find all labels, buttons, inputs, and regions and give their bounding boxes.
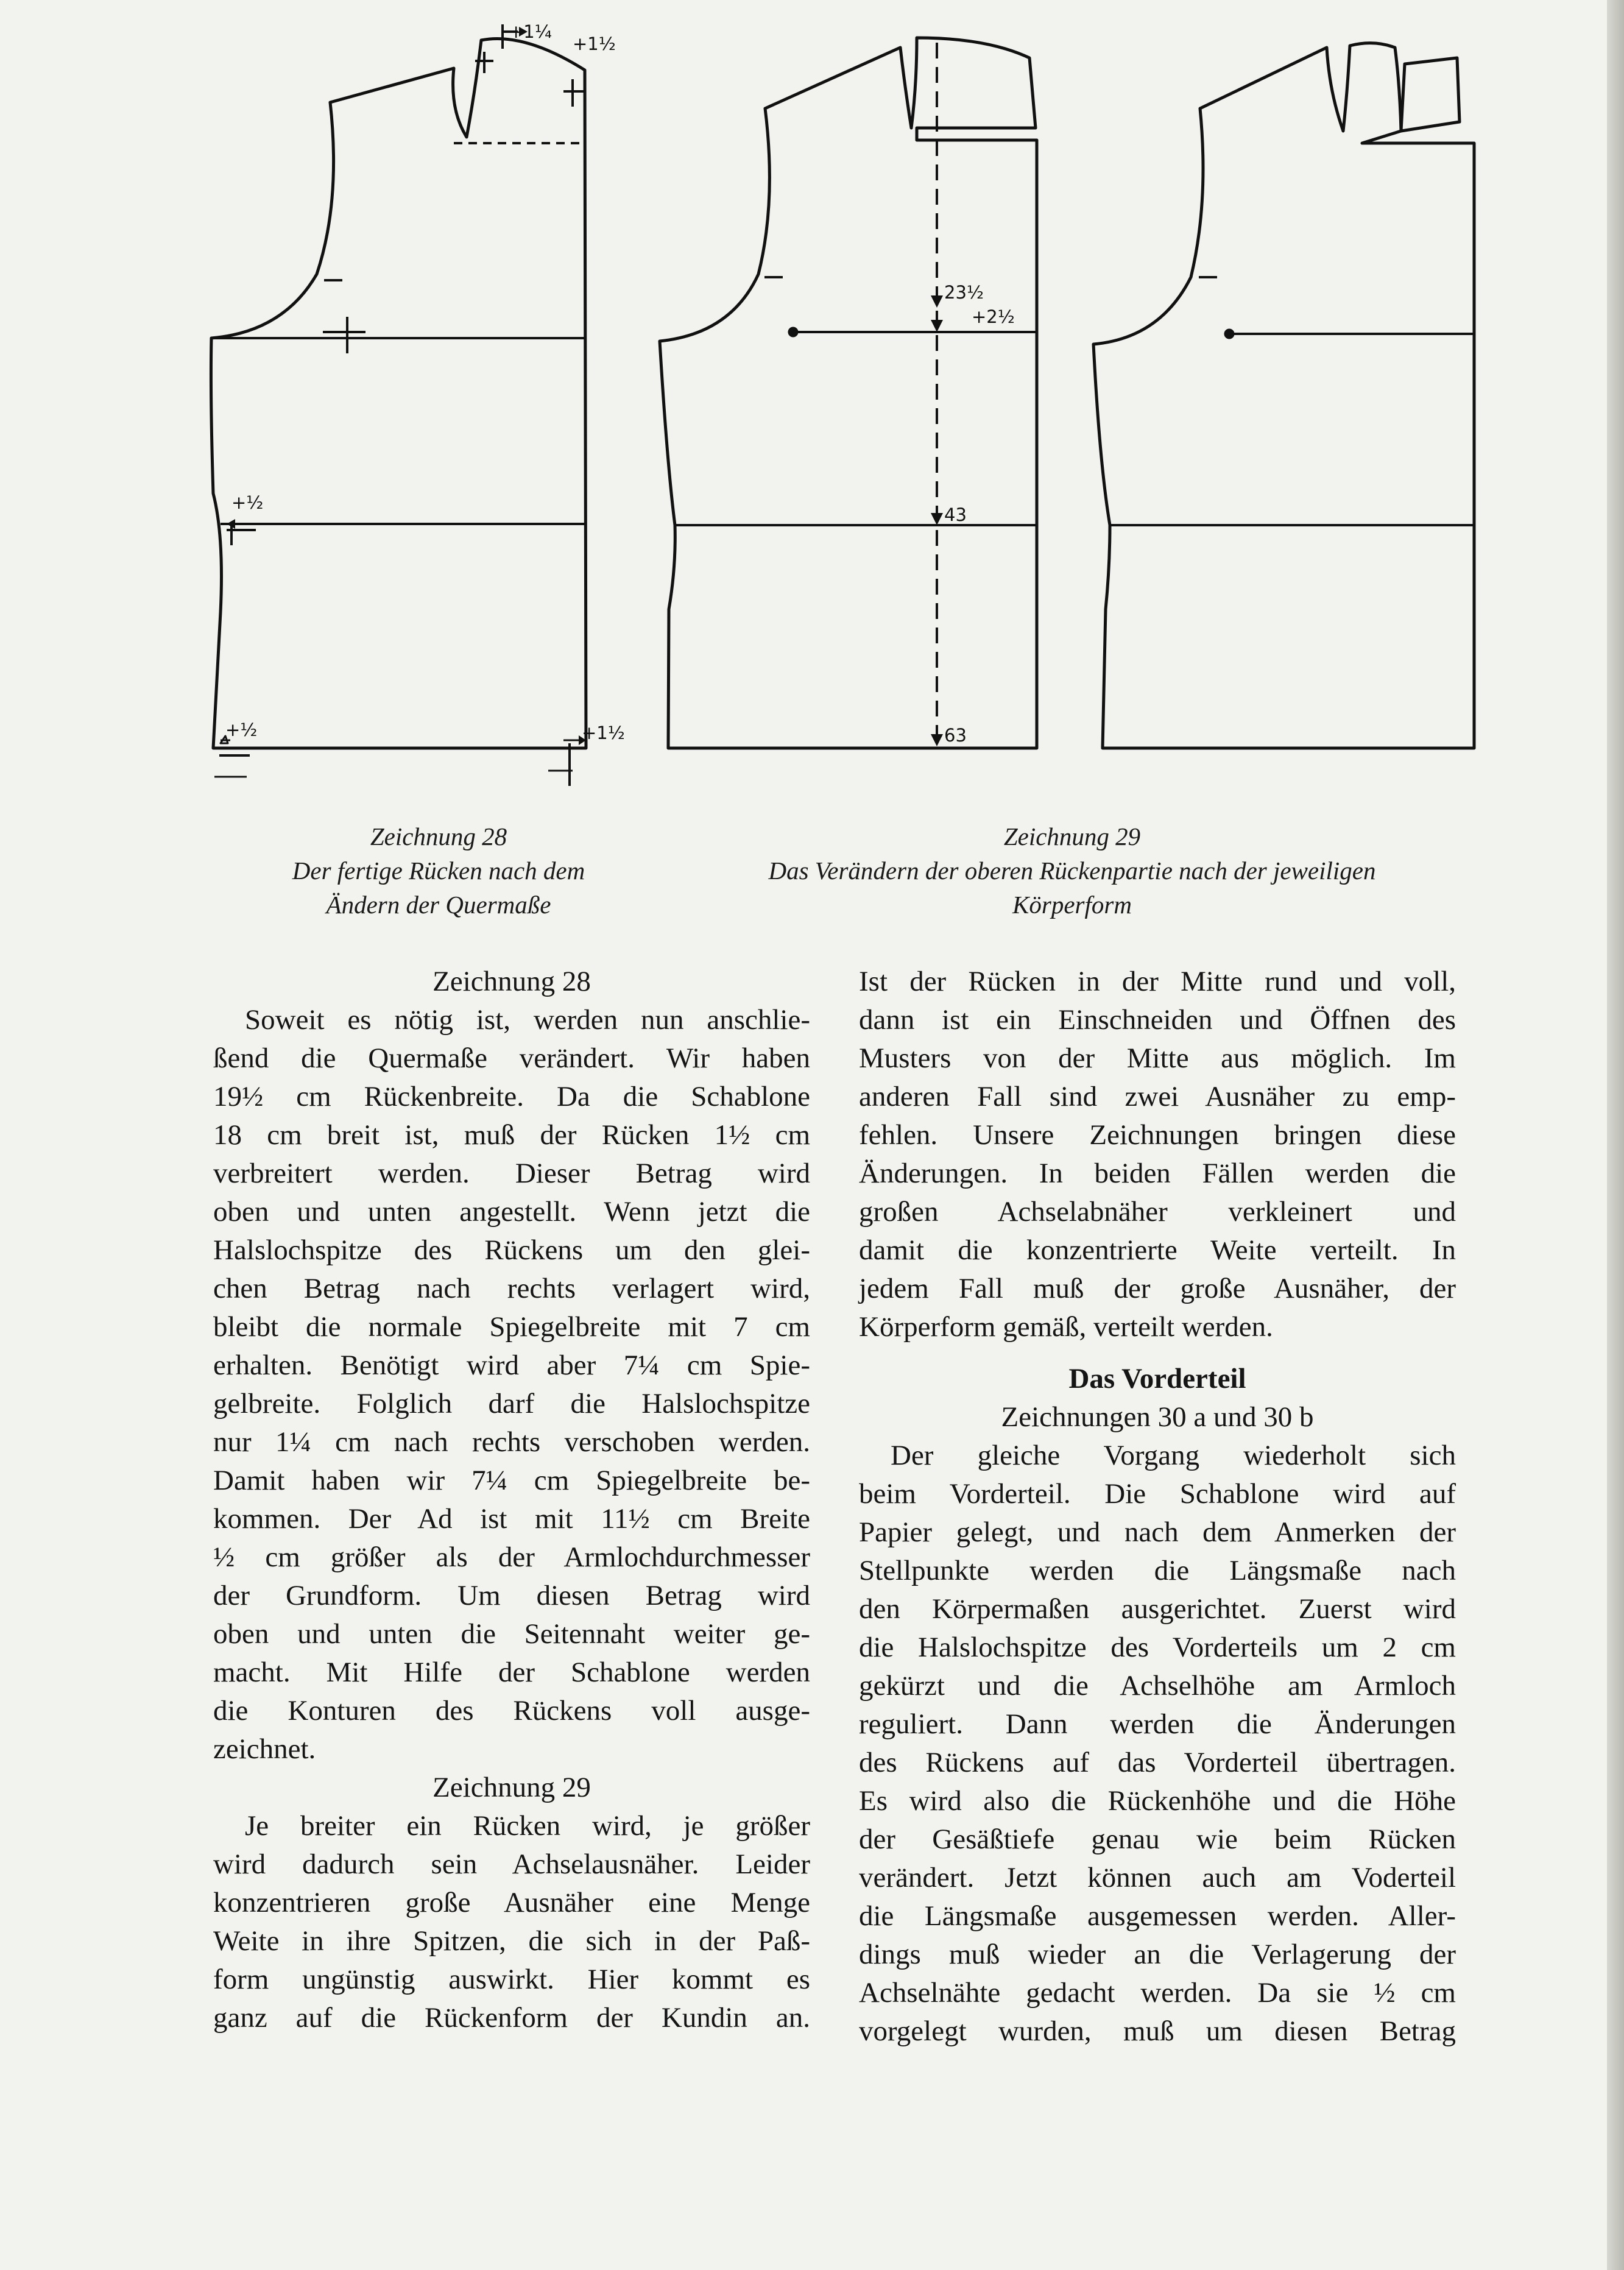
text-line: dings muß wieder an die Verlagerung der [859, 1939, 1456, 1970]
text-line: erhalten. Benötigt wird aber 7¼ cm Spie- [213, 1349, 810, 1381]
paragraph-zeichnung-28 [213, 1001, 810, 1769]
text-line: beim Vorderteil. Die Schablone wird auf [859, 1478, 1456, 1510]
text-line: Körperform gemäß, verteilt werden. [859, 1311, 1273, 1343]
fig28-label-bottom-left: +½ [225, 720, 258, 740]
text-line: oben und unten die Seitennaht weiter ge- [213, 1618, 810, 1650]
heading-zeichnung-29: Zeichnung 29 [432, 1772, 591, 1803]
text-line: den Körpermaßen ausgerichtet. Zuerst wird [859, 1593, 1456, 1625]
text-line: Damit haben wir 7¼ cm Spiegelbreite be- [213, 1465, 810, 1496]
heading-das-vorderteil: Das Vorderteil [1068, 1363, 1246, 1395]
paragraph-ruecken-mitte [859, 963, 1456, 1346]
caption-fig28-title: Zeichnung 28 [370, 822, 507, 850]
text-line: Stellpunkte werden die Längsmaße nach [859, 1555, 1456, 1586]
heading-zeichnung-28: Zeichnung 28 [432, 966, 591, 997]
text-line: reguliert. Dann werden die Änderungen [859, 1708, 1456, 1740]
text-line: kommen. Der Ad ist mit 11½ cm Breite [213, 1503, 810, 1535]
text-line: ganz auf die Rückenform der Kundin an. [213, 2002, 810, 2034]
text-line: großen Achselabnäher verkleinert und [859, 1196, 1456, 1228]
caption-fig28-line2: Ändern der Quermaße [326, 891, 551, 919]
text-line: konzentrieren große Ausnäher eine Menge [213, 1887, 810, 1918]
text-line: wird dadurch sein Achselausnäher. Leider [213, 1848, 810, 1880]
fig29-label-a: 23½ [944, 282, 984, 303]
text-line: form ungünstig auswirkt. Hier kommt es [213, 1964, 810, 1995]
text-line: des Rückens auf das Vorderteil übertragen. [859, 1747, 1456, 1778]
text-line: vorgelegt wurden, muß um diesen Betrag [859, 2015, 1456, 2047]
text-line: fehlen. Unsere Zeichnungen bringen diese [859, 1119, 1456, 1151]
text-line: bleibt die normale Spiegelbreite mit 7 cm [213, 1311, 810, 1343]
caption-fig29 [682, 819, 1462, 922]
text-line: oben und unten angestellt. Wenn jetzt die [213, 1196, 810, 1228]
text-line: Achselnähte gedacht werden. Da sie ½ cm [859, 1977, 1456, 2009]
text-line: damit die konzentrierte Weite verteilt. In [859, 1234, 1456, 1266]
text-line: die Konturen des Rückens voll ausge- [213, 1695, 810, 1727]
fig28-label-side: +½ [231, 492, 264, 513]
text-line: der Gesäßtiefe genau wie beim Rücken [859, 1823, 1456, 1855]
text-line: Je breiter ein Rücken wird, je größer [245, 1810, 810, 1842]
fig28-label-bottom-right: +1½ [582, 723, 625, 743]
text-line: anderen Fall sind zwei Ausnäher zu emp- [859, 1081, 1456, 1112]
text-line: Musters von der Mitte aus möglich. Im [859, 1042, 1456, 1074]
text-line: verändert. Jetzt können auch am Voderteil [859, 1862, 1456, 1893]
text-line: macht. Mit Hilfe der Schablone werden [213, 1657, 810, 1688]
fig28-label-top-right: +1½ [573, 34, 616, 54]
text-line: die Halslochspitze des Vorderteils um 2 cm [859, 1632, 1456, 1663]
text-line: Es wird also die Rückenhöhe und die Höhe [859, 1785, 1456, 1817]
text-line: gekürzt und die Achselhöhe am Armloch [859, 1670, 1456, 1702]
paragraph-vorderteil [859, 1437, 1456, 2051]
text-line: zeichnet. [213, 1733, 316, 1765]
drawing-29-split-pattern [660, 38, 1037, 748]
caption-fig28 [280, 819, 597, 922]
fig29-label-b: +2½ [972, 306, 1015, 327]
fig28-label-top-left: +1¼ [509, 21, 552, 42]
text-line: dann ist ein Einschneiden und Öffnen des [859, 1004, 1456, 1036]
text-line: 18 cm breit ist, muß der Rücken 1½ cm [213, 1119, 810, 1151]
text-line: verbreitert werden. Dieser Betrag wird [213, 1158, 810, 1189]
drawing-29-darts-pattern [1093, 43, 1474, 748]
caption-fig29-title: Zeichnung 29 [1003, 822, 1141, 850]
text-line: nur 1¼ cm nach rechts verschoben werden. [213, 1426, 810, 1458]
text-line: ßend die Quermaße verändert. Wir haben [213, 1042, 810, 1074]
drawing-28-back-pattern [211, 24, 586, 786]
heading-zeichnungen-30: Zeichnungen 30 a und 30 b [1001, 1401, 1314, 1433]
text-line: 19½ cm Rückenbreite. Da die Schablone [213, 1081, 810, 1112]
text-line: Soweit es nötig ist, werden nun anschlie- [245, 1004, 810, 1036]
text-line: gelbreite. Folglich darf die Halslochspitze [213, 1388, 810, 1420]
caption-fig29-line2: Körperform [1012, 891, 1132, 919]
pattern-drawings [0, 0, 1624, 914]
right-text-column [859, 963, 1456, 2051]
text-line: die Längsmaße ausgemessen werden. Aller- [859, 1900, 1456, 1932]
left-text-column [213, 963, 810, 2037]
text-line: Papier gelegt, und nach dem Anmerken der [859, 1516, 1456, 1548]
text-line: Ist der Rücken in der Mitte rund und voll, [859, 966, 1456, 997]
text-line: Änderungen. In beiden Fällen werden die [859, 1158, 1456, 1189]
figures-area [0, 0, 1624, 919]
text-line: Weite in ihre Spitzen, die sich in der Paß- [213, 1925, 810, 1957]
text-line: jedem Fall muß der große Ausnäher, der [859, 1273, 1456, 1304]
text-line: der Grundform. Um diesen Betrag wird [213, 1580, 810, 1611]
fig29-label-c: 43 [944, 504, 967, 525]
caption-fig28-line1: Der fertige Rücken nach dem [292, 857, 585, 885]
caption-fig29-line1: Das Verändern der oberen Rückenpartie nach der jeweiligen [768, 857, 1376, 885]
text-line: ½ cm größer als der Armlochdurchmesser [213, 1541, 810, 1573]
text-line: Halslochspitze des Rückens um den glei- [213, 1234, 810, 1266]
text-line: chen Betrag nach rechts verlagert wird, [213, 1273, 810, 1304]
fig29-label-d: 63 [944, 725, 967, 746]
paragraph-zeichnung-29 [213, 1807, 810, 2037]
text-line: Der gleiche Vorgang wiederholt sich [891, 1440, 1456, 1471]
